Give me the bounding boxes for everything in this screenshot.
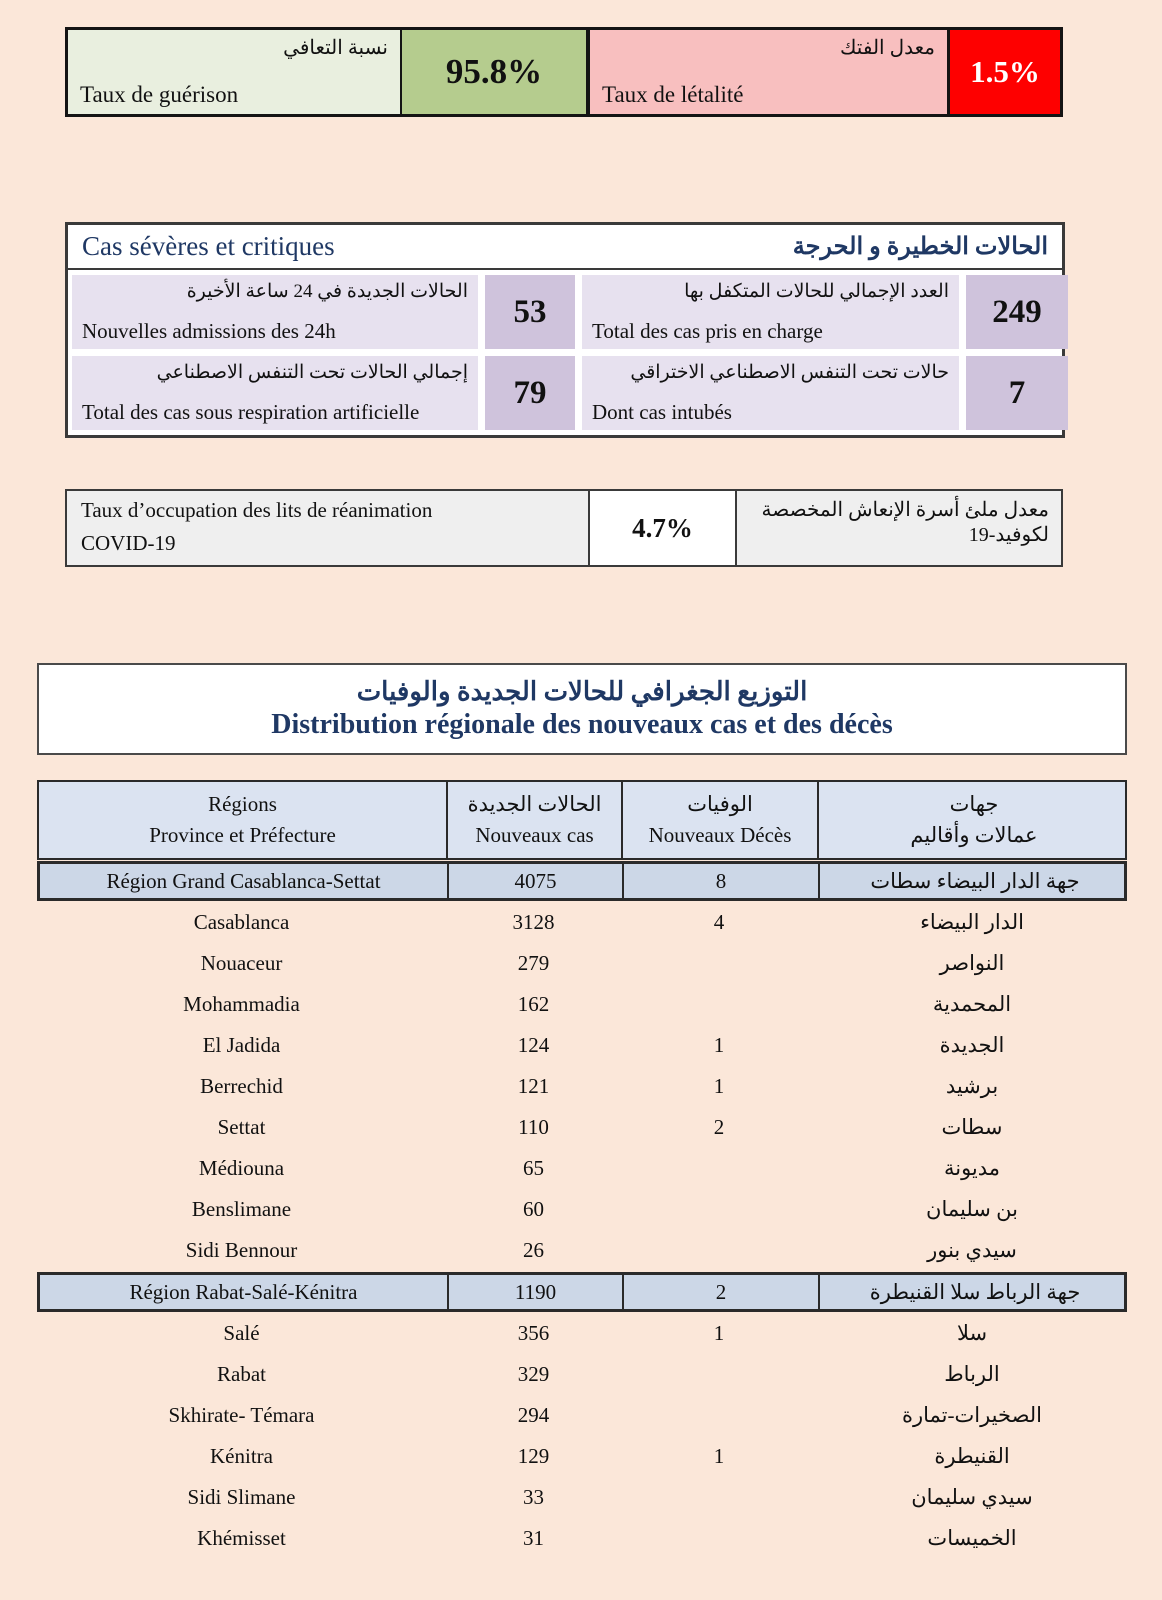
icu-occupancy-label-ar: معدل ملئ أسرة الإنعاش المخصصة لكوفيد-19 bbox=[737, 491, 1061, 565]
new-admissions-label-ar: الحالات الجديدة في 24 ساعة الأخيرة bbox=[186, 281, 468, 302]
new-admissions-label-cell bbox=[72, 275, 478, 349]
region-name-cell: Mohammadia bbox=[183, 992, 300, 1016]
region-name-ar-cell: الجديدة bbox=[939, 1033, 1005, 1057]
new-deaths-cell bbox=[621, 1354, 817, 1395]
table-row bbox=[37, 1477, 1127, 1518]
new-cases-cell: 110 bbox=[518, 1115, 549, 1139]
region-name-cell: El Jadida bbox=[202, 1033, 281, 1057]
recovery-rate-label-ar: نسبة التعافي bbox=[283, 37, 388, 59]
new-cases-cell: 1190 bbox=[449, 1275, 624, 1309]
table-row bbox=[37, 1395, 1127, 1436]
new-deaths-cell: 8 bbox=[624, 864, 820, 898]
icu-occupancy-label-cell bbox=[67, 491, 590, 565]
table-row bbox=[37, 1230, 1127, 1271]
severe-cases-header bbox=[68, 225, 1062, 270]
region-name-ar-cell: جهة الدار البيضاء سطات bbox=[870, 868, 1080, 893]
new-cases-cell: 162 bbox=[517, 992, 550, 1016]
table-row bbox=[37, 1354, 1127, 1395]
artificial-respiration-label-fr: Total des cas sous respiration artificielle bbox=[82, 400, 420, 424]
fatality-rate-label-ar: معدل الفتك bbox=[839, 37, 935, 59]
region-name-ar-cell: سلا bbox=[956, 1321, 988, 1345]
fatality-rate-label-fr: Taux de létalité bbox=[602, 82, 744, 107]
new-deaths-cell bbox=[621, 1148, 817, 1189]
region-name-cell: Benslimane bbox=[191, 1197, 292, 1221]
new-deaths-cell: 2 bbox=[713, 1115, 725, 1139]
header-new-deaths bbox=[623, 782, 819, 858]
header-regions-ar-line2: عمالات وأقاليم bbox=[910, 823, 1038, 847]
region-name-cell: Rabat bbox=[217, 1362, 266, 1386]
distribution-title-block bbox=[37, 663, 1127, 755]
distribution-table bbox=[37, 780, 1127, 1559]
new-cases-cell: 294 bbox=[517, 1403, 550, 1427]
region-name-cell: Région Grand Casablanca-Settat bbox=[40, 864, 449, 898]
region-name-cell: Khémisset bbox=[197, 1526, 286, 1550]
region-name-ar-cell: برشيد bbox=[945, 1074, 999, 1098]
header-new-cases-ar: الحالات الجديدة bbox=[467, 792, 602, 816]
region-name-ar-cell: مديونة bbox=[943, 1156, 1001, 1180]
new-cases-cell: 124 bbox=[517, 1033, 550, 1057]
table-row bbox=[37, 1189, 1127, 1230]
region-name-ar-cell: الصخيرات-تمارة bbox=[901, 1403, 1043, 1427]
new-cases-cell: 329 bbox=[517, 1362, 550, 1386]
new-cases-cell: 60 bbox=[523, 1197, 544, 1221]
new-cases-cell: 356 bbox=[517, 1321, 550, 1345]
icu-occupancy-label-line2: COVID-19 bbox=[81, 531, 176, 555]
total-in-care-label-fr: Total des cas pris en charge bbox=[592, 319, 823, 343]
distribution-title-ar: التوزيع الجغرافي للحالات الجديدة والوفيات bbox=[356, 677, 808, 706]
header-new-deaths-ar: الوفيات bbox=[687, 792, 753, 816]
new-cases-cell: 31 bbox=[523, 1526, 544, 1550]
table-row bbox=[37, 861, 1127, 901]
region-name-ar-cell: الرباط bbox=[944, 1362, 1000, 1386]
region-name-cell: Sidi Bennour bbox=[185, 1238, 298, 1262]
new-cases-cell: 129 bbox=[517, 1444, 550, 1468]
region-name-ar-cell: المحمدية bbox=[932, 992, 1012, 1016]
new-cases-cell: 121 bbox=[517, 1074, 550, 1098]
icu-occupancy-value: 4.7% bbox=[590, 491, 737, 565]
new-deaths-cell bbox=[621, 1230, 817, 1271]
intubated-label-fr: Dont cas intubés bbox=[592, 400, 732, 424]
table-row bbox=[37, 1148, 1127, 1189]
total-in-care-label-ar: العدد الإجمالي للحالات المتكفل بها bbox=[684, 281, 949, 302]
intubated-label-ar: حالات تحت التنفس الاصطناعي الاختراقي bbox=[630, 362, 949, 383]
region-name-cell: Settat bbox=[217, 1115, 266, 1139]
region-name-ar-cell: الخميسات bbox=[927, 1526, 1017, 1550]
header-new-deaths-fr: Nouveaux Décès bbox=[648, 823, 792, 847]
region-name-ar-cell: جهة الرباط سلا القنيطرة bbox=[869, 1279, 1081, 1304]
table-row bbox=[37, 1436, 1127, 1477]
region-name-cell: Salé bbox=[223, 1321, 260, 1345]
artificial-respiration-value: 79 bbox=[485, 356, 575, 430]
total-in-care-value: 249 bbox=[966, 275, 1068, 349]
recovery-rate-label-fr: Taux de guérison bbox=[80, 82, 239, 107]
new-cases-cell: 26 bbox=[523, 1238, 544, 1262]
header-new-cases-fr: Nouveaux cas bbox=[475, 823, 594, 847]
new-cases-cell: 279 bbox=[517, 951, 550, 975]
new-deaths-cell: 4 bbox=[713, 910, 725, 934]
fatality-rate-label-cell bbox=[590, 30, 950, 114]
region-name-cell: Nouaceur bbox=[200, 951, 283, 975]
region-name-cell: Médiouna bbox=[198, 1156, 285, 1180]
region-name-ar-cell: النواصر bbox=[939, 951, 1005, 975]
distribution-title-fr: Distribution régionale des nouveaux cas et des décès bbox=[271, 709, 893, 740]
new-deaths-cell: 1 bbox=[713, 1321, 725, 1345]
artificial-respiration-label-cell bbox=[72, 356, 478, 430]
new-deaths-cell: 1 bbox=[713, 1033, 725, 1057]
region-name-cell: Kénitra bbox=[210, 1444, 273, 1468]
new-cases-cell: 33 bbox=[523, 1485, 544, 1509]
table-row bbox=[37, 1272, 1127, 1312]
table-row bbox=[37, 1025, 1127, 1066]
header-regions bbox=[39, 782, 448, 858]
header-regions-line2: Province et Préfecture bbox=[149, 823, 336, 847]
new-deaths-cell: 1 bbox=[713, 1074, 725, 1098]
recovery-rate-value: 95.8% bbox=[402, 30, 590, 114]
new-deaths-cell bbox=[621, 1189, 817, 1230]
new-deaths-cell bbox=[621, 1395, 817, 1436]
new-deaths-cell: 2 bbox=[624, 1275, 820, 1309]
header-new-cases bbox=[448, 782, 623, 858]
table-row bbox=[37, 1066, 1127, 1107]
recovery-rate-label-cell bbox=[68, 30, 402, 114]
severe-cases-grid bbox=[68, 270, 1062, 435]
severe-cases-title-fr: Cas sévères et critiques bbox=[82, 231, 335, 261]
region-name-ar-cell: سيدي سليمان bbox=[911, 1485, 1033, 1509]
region-name-ar-cell: سيدي بنور bbox=[927, 1238, 1017, 1262]
region-name-cell: Sidi Slimane bbox=[187, 1485, 296, 1509]
severe-cases-table bbox=[65, 222, 1065, 438]
region-name-cell: Région Rabat-Salé-Kénitra bbox=[40, 1275, 449, 1309]
region-name-ar-cell: بن سليمان bbox=[926, 1197, 1018, 1221]
total-in-care-label-cell bbox=[582, 275, 959, 349]
distribution-table-body bbox=[37, 861, 1127, 1559]
icu-occupancy-table bbox=[65, 489, 1063, 567]
table-row bbox=[37, 1107, 1127, 1148]
table-row bbox=[37, 1518, 1127, 1559]
fatality-rate-value: 1.5% bbox=[950, 30, 1060, 114]
header-regions-ar-line1: جهات bbox=[949, 792, 999, 816]
header-regions-line1: Régions bbox=[208, 792, 277, 816]
new-deaths-cell bbox=[621, 943, 817, 984]
region-name-cell: Berrechid bbox=[200, 1074, 283, 1098]
rates-summary-table bbox=[65, 27, 1063, 117]
intubated-value: 7 bbox=[966, 356, 1068, 430]
icu-occupancy-label-line1: Taux d’occupation des lits de réanimation bbox=[81, 498, 433, 522]
region-name-ar-cell: الدار البيضاء bbox=[920, 910, 1024, 934]
new-cases-cell: 3128 bbox=[512, 910, 555, 934]
distribution-table-header bbox=[37, 780, 1127, 860]
table-row bbox=[37, 943, 1127, 984]
severe-cases-title-ar: الحالات الخطيرة و الحرجة bbox=[792, 234, 1048, 260]
table-row bbox=[37, 902, 1127, 943]
table-row bbox=[37, 1313, 1127, 1354]
new-admissions-value: 53 bbox=[485, 275, 575, 349]
new-cases-cell: 4075 bbox=[449, 864, 624, 898]
region-name-cell: Skhirate- Témara bbox=[168, 1403, 315, 1427]
new-deaths-cell bbox=[621, 1518, 817, 1559]
intubated-label-cell bbox=[582, 356, 959, 430]
region-name-cell: Casablanca bbox=[193, 910, 290, 934]
new-cases-cell: 65 bbox=[523, 1156, 544, 1180]
new-deaths-cell: 1 bbox=[713, 1444, 725, 1468]
artificial-respiration-label-ar: إجمالي الحالات تحت التنفس الاصطناعي bbox=[156, 362, 468, 383]
region-name-ar-cell: القنيطرة bbox=[934, 1444, 1010, 1468]
new-deaths-cell bbox=[621, 984, 817, 1025]
region-name-ar-cell: سطات bbox=[941, 1115, 1003, 1139]
table-row bbox=[37, 984, 1127, 1025]
new-deaths-cell bbox=[621, 1477, 817, 1518]
new-admissions-label-fr: Nouvelles admissions des 24h bbox=[82, 319, 336, 343]
header-regions-ar bbox=[819, 782, 1129, 858]
